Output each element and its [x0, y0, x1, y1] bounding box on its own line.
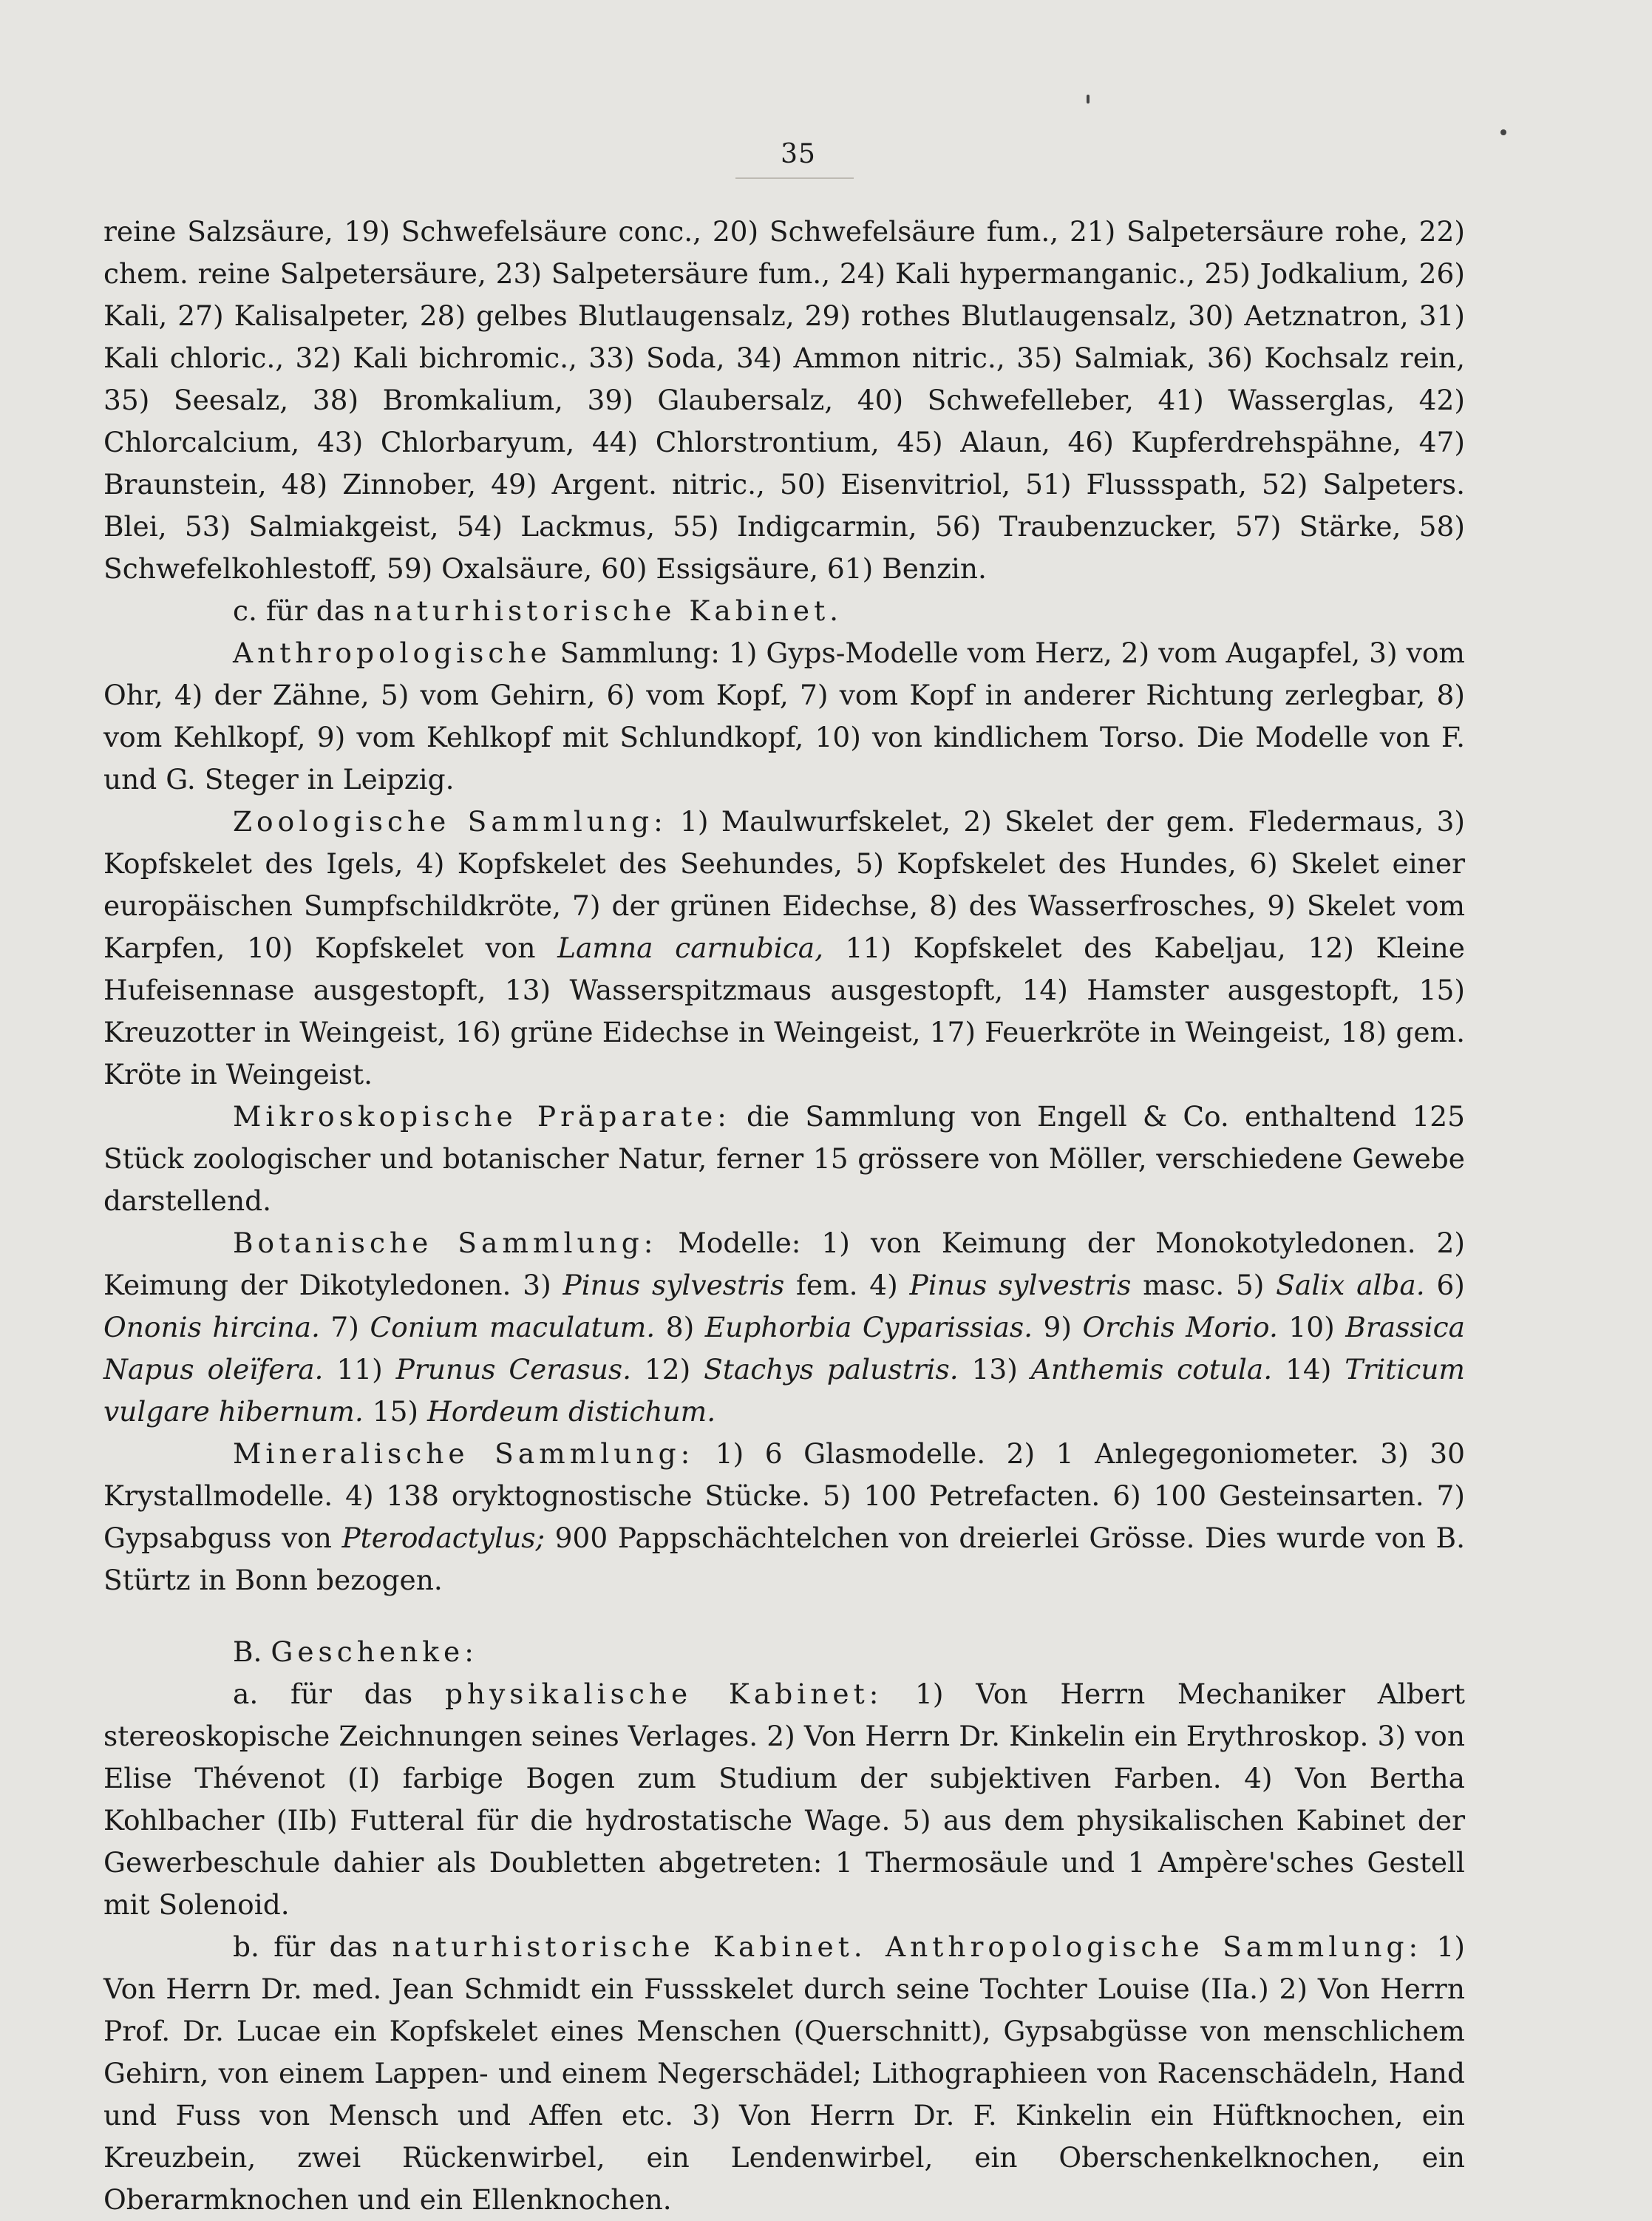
spaced-heading: Geschenke:	[271, 1635, 478, 1668]
species-name: Pterodactylus;	[341, 1522, 545, 1554]
text-run: 1) Von Herrn Dr. med. Jean Schmidt ein Fussskelet durch seine Tochter Louise (IIa.) 2) Von Herrn Prof. Dr. Lucae ein Kopfskelet eines Menschen (Querschnitt), Gypsabgüsse von menschlichem Gehirn, von einem Lappen- und einem Negerschädel; Lithographieen von Racenschädeln, Hand und Fuss von Mensch und Affen etc. 3) Von Herrn Dr. F. Kinkelin ein Hüftknochen, ein Kreuzbein, zwei Rückenwirbel, ein Lendenwirbel, ein Oberschenkelknochen, ein Oberarmknochen und ein Ellenknochen.	[103, 1930, 1466, 2216]
page-number-rule	[735, 177, 854, 179]
ink-speck	[1087, 95, 1090, 104]
paragraph-gap	[103, 1601, 1465, 1631]
text-run: fem. 4)	[784, 1269, 910, 1301]
text-run: 8)	[655, 1311, 705, 1343]
spaced-heading: Botanische Sammlung:	[233, 1227, 658, 1259]
text-run: 12)	[631, 1353, 704, 1386]
species-name: Orchis Morio.	[1082, 1311, 1278, 1343]
physics-gifts-paragraph	[103, 1673, 1465, 1926]
species-name: Euphorbia Cyparissias.	[704, 1311, 1033, 1343]
species-name: Stachys palustris.	[704, 1353, 959, 1386]
text-run: die Sammlung von Engell & Co. enthaltend 125 Stück zoologischer und botanischer Natur, ferner 15 grössere von Möller, verschiedene Gewebe darstellend.	[103, 1100, 1465, 1217]
text-run: B.	[233, 1635, 271, 1668]
text-run: reine Salzsäure, 19) Schwefelsäure conc., 20) Schwefelsäure fum., 21) Salpetersäure rohe, 22) chem. reine Salpetersäure, 23) Salpetersäure fum., 24) Kali hypermanganic., 25) Jodkalium, 26) Kali, 27) Kalisalpeter, 28) gelbes Blutlaugensalz, 29) rothes Blutlaugensalz, 30) Aetznatron, 31) Kali chloric., 32) Kali bichromic., 33) Soda, 34) Ammon nitric., 35) Salmiak, 36) Kochsalz rein, 35) Seesalz, 38) Bromkalium, 39) Glaubersalz, 40) Schwefelleber, 41) Wasserglas, 42) Chlorcalcium, 43) Chlorbaryum, 44) Chlorstrontium, 45) Alaun, 46) Kupferdrehspähne, 47) Braunstein, 48) Zinnober, 49) Argent. nitric., 50) Eisenvitriol, 51) Flussspath, 52) Salpeters. Blei, 53) Salmiakgeist, 54) Lackmus, 55) Indigcarmin, 56) Traubenzucker, 57) Stärke, 58) Schwefelkohlestoff, 59) Oxalsäure, 60) Essigsäure, 61) Benzin.	[103, 215, 1465, 585]
subsection-heading-natural-history	[103, 590, 1465, 632]
page-number: 35	[781, 139, 816, 169]
text-run: 14)	[1272, 1353, 1345, 1386]
species-name: Prunus Cerasus.	[395, 1353, 632, 1386]
text-run: 15)	[363, 1395, 427, 1428]
botany-paragraph	[103, 1222, 1465, 1433]
text-run: 7)	[319, 1311, 370, 1343]
spaced-heading: Zoologische Sammlung:	[233, 805, 667, 838]
spaced-heading: Mikroskopische Präparate:	[233, 1100, 731, 1133]
spaced-heading: Anthropologische	[233, 637, 551, 669]
species-name: Brassica Napus oleïfera.	[103, 1311, 1465, 1386]
zoology-paragraph	[103, 801, 1465, 1096]
spaced-heading: naturhistorische Kabinet. Anthropologische Sammlung:	[392, 1930, 1423, 1963]
mineralogy-paragraph	[103, 1433, 1465, 1601]
text-run: b. für das	[233, 1930, 392, 1963]
text-run: masc. 5)	[1131, 1269, 1277, 1301]
text-body	[103, 211, 1465, 2221]
text-run: 6)	[1424, 1269, 1465, 1301]
text-run: 1) Von Herrn Mechaniker Albert stereoskopische Zeichnungen seines Verlages. 2) Von Herrn Dr. Kinkelin ein Erythroskop. 3) von Elise Thévenot (I) farbige Bogen zum Studium der subjektiven Farben. 4) Von Bertha Kohlbacher (IIb) Futteral für die hydrostatische Wage. 5) aus dem physikalischen Kabinet der Gewerbeschule dahier als Doubletten abgetreten: 1 Thermosäule und 1 Ampère'sches Gestell mit Solenoid.	[103, 1678, 1465, 1921]
spaced-heading: Mineralische Sammlung:	[233, 1437, 695, 1470]
text-run: 1) 6 Glasmodelle. 2) 1 Anlegegoniometer. 3) 30 Krystallmodelle. 4) 138 oryktognostische Stücke. 5) 100 Petrefacten. 6) 100 Gesteinsarten. 7) Gypsabguss von	[103, 1437, 1466, 1554]
chemical-list-paragraph	[103, 211, 1465, 590]
text-run: 13)	[958, 1353, 1031, 1386]
anthropology-paragraph	[103, 632, 1465, 801]
species-name: Pinus sylvestris	[562, 1269, 785, 1301]
text-run: 900 Pappschächtelchen von dreierlei Grösse. Dies wurde von B. Stürtz in Bonn bezogen.	[103, 1522, 1465, 1596]
natural-history-gifts-paragraph	[103, 1926, 1465, 2221]
species-name: Conium maculatum.	[370, 1311, 656, 1343]
text-run: 9)	[1033, 1311, 1083, 1343]
text-run: a. für das	[233, 1678, 445, 1710]
species-name: Hordeum distichum.	[427, 1395, 716, 1428]
text-run: 11) Kopfskelet des Kabeljau, 12) Kleine Hufeisennase ausgestopft, 13) Wasserspitzmaus ausgestopft, 14) Hamster ausgestopft, 15) Kreuzotter in Weingeist, 16) grüne Eidechse in Weingeist, 17) Feuerkröte in Weingeist, 18) gem. Kröte in Weingeist.	[103, 932, 1466, 1091]
text-run: 11)	[323, 1353, 396, 1386]
species-name: Pinus sylvestris	[909, 1269, 1132, 1301]
species-name: Triticum vulgare hibernum.	[103, 1353, 1465, 1428]
text-run: Modelle: 1) von Keimung der Monokotyledonen. 2) Keimung der Dikotyledonen. 3)	[103, 1227, 1465, 1301]
species-name: Anthemis cotula.	[1030, 1353, 1273, 1386]
section-heading-gifts	[103, 1631, 1465, 1673]
text-run: 1) Maulwurfskelet, 2) Skelet der gem. Fledermaus, 3) Kopfskelet des Igels, 4) Kopfskelet des Seehundes, 5) Kopfskelet des Hundes, 6) Skelet einer europäischen Sumpfschildkröte, 7) der grünen Eidechse, 8) des Wasserfrosches, 9) Skelet vom Karpfen, 10) Kopfskelet von	[103, 805, 1466, 964]
text-run: c. für das	[233, 594, 374, 627]
species-name: Salix alba.	[1276, 1269, 1425, 1301]
text-run: 10)	[1277, 1311, 1346, 1343]
spaced-heading: naturhistorische Kabinet.	[373, 594, 843, 627]
species-name: Lamna carnubica,	[557, 932, 823, 964]
text-run: Sammlung: 1) Gyps-Modelle vom Herz, 2) vom Augapfel, 3) vom Ohr, 4) der Zähne, 5) vom Gehirn, 6) vom Kopf, 7) vom Kopf in anderer Richtung zerlegbar, 8) vom Kehlkopf, 9) vom Kehlkopf mit Schlundkopf, 10) von kindlichem Torso. Die Modelle von F. und G. Steger in Leipzig.	[103, 637, 1465, 796]
spaced-heading: physikalische Kabinet:	[444, 1678, 883, 1710]
species-name: Ononis hircina.	[103, 1311, 320, 1343]
ink-speck	[1500, 129, 1506, 135]
microscopy-paragraph	[103, 1096, 1465, 1222]
